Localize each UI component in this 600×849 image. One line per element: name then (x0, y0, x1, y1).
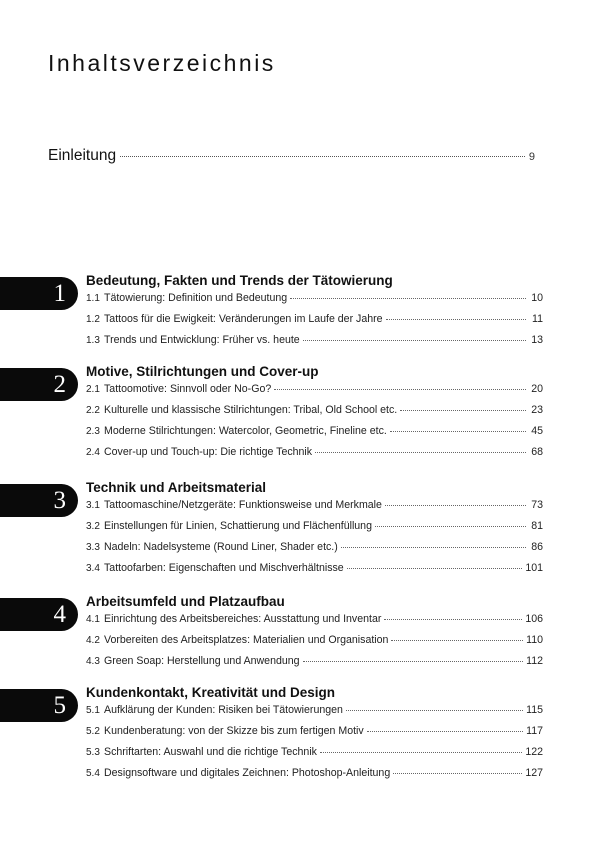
chapter-entry-list (86, 499, 543, 583)
chapter-number-badge: 1 (0, 277, 78, 310)
toc-entry[interactable] (86, 446, 543, 467)
toc-entry[interactable] (86, 292, 543, 313)
entry-title: Tätowierung: Definition und Bedeutung (104, 292, 288, 304)
dot-leader (274, 389, 526, 390)
entry-title: Tattoos für die Ewigkeit: Veränderungen im Laufe der Jahre (104, 313, 383, 325)
page-title: Inhaltsverzeichnis (48, 50, 276, 76)
entry-number: 3.2 (86, 521, 100, 532)
entry-page-number: 23 (531, 404, 543, 416)
dot-leader (386, 319, 526, 320)
entry-title: Einrichtung des Arbeitsbereiches: Ausstattung und Inventar (104, 613, 382, 625)
entry-page-number: 11 (532, 313, 543, 325)
dot-leader (120, 156, 525, 157)
entry-number: 3.1 (86, 500, 100, 511)
toc-entry[interactable] (86, 634, 543, 655)
toc-entry[interactable] (86, 655, 543, 676)
entry-page-number: 13 (531, 334, 543, 346)
toc-entry[interactable] (86, 499, 543, 520)
entry-number: 2.1 (86, 384, 100, 395)
chapter-number-badge: 5 (0, 689, 78, 722)
entry-page-number: 115 (526, 704, 543, 716)
chapter-entry-list (86, 704, 543, 788)
toc-entry[interactable] (86, 613, 543, 634)
entry-page-number: 86 (531, 541, 543, 553)
toc-entry[interactable] (86, 334, 543, 355)
entry-number: 2.3 (86, 426, 100, 437)
entry-title: Green Soap: Herstellung und Anwendung (104, 655, 300, 667)
entry-page-number: 68 (531, 446, 543, 458)
entry-number: 1.1 (86, 293, 100, 304)
chapter-title[interactable]: Arbeitsumfeld und Platzaufbau (86, 594, 285, 609)
toc-entry-intro[interactable] (48, 147, 535, 165)
dot-leader (390, 431, 526, 432)
entry-number: 5.3 (86, 747, 100, 758)
toc-entry[interactable] (86, 725, 543, 746)
dot-leader (346, 710, 523, 711)
toc-entry[interactable] (86, 425, 543, 446)
entry-number: 5.1 (86, 705, 100, 716)
toc-entry[interactable] (86, 562, 543, 583)
entry-title: Aufklärung der Kunden: Risiken bei Tätowierungen (104, 704, 343, 716)
entry-title: Tattoomaschine/Netzgeräte: Funktionsweise und Merkmale (104, 499, 382, 511)
chapter-entry-list (86, 383, 543, 467)
entry-title: Moderne Stilrichtungen: Watercolor, Geometric, Fineline etc. (104, 425, 387, 437)
chapter-number-badge: 3 (0, 484, 78, 517)
entry-title: Einstellungen für Linien, Schattierung und Flächenfüllung (104, 520, 372, 532)
dot-leader (393, 773, 522, 774)
toc-entry[interactable] (86, 520, 543, 541)
entry-number: 3.4 (86, 563, 100, 574)
entry-page-number: 81 (531, 520, 543, 532)
entry-number: 4.1 (86, 614, 100, 625)
toc-entry[interactable] (86, 704, 543, 725)
entry-number: 3.3 (86, 542, 100, 553)
entry-page-number: 122 (525, 746, 543, 758)
entry-title: Cover-up und Touch-up: Die richtige Technik (104, 446, 313, 458)
entry-number: 5.4 (86, 768, 100, 779)
chapter-entry-list (86, 292, 543, 355)
dot-leader (290, 298, 526, 299)
entry-title: Tattoofarben: Eigenschaften und Mischverhältnisse (104, 562, 344, 574)
entry-page-number: 117 (526, 725, 543, 737)
entry-title: Vorbereiten des Arbeitsplatzes: Materialien und Organisation (104, 634, 389, 646)
toc-entry[interactable] (86, 767, 543, 788)
entry-number: 2.4 (86, 447, 100, 458)
entry-page-number: 20 (531, 383, 543, 395)
entry-page-number: 112 (526, 655, 543, 667)
toc-entry[interactable] (86, 383, 543, 404)
dot-leader (384, 619, 522, 620)
chapter-title[interactable]: Motive, Stilrichtungen und Cover-up (86, 364, 319, 379)
dot-leader (320, 752, 522, 753)
chapter-entry-list (86, 613, 543, 676)
intro-page-number: 9 (528, 151, 535, 163)
entry-title: Designsoftware und digitales Zeichnen: Photoshop-Anleitung (104, 767, 391, 779)
toc-entry[interactable] (86, 313, 543, 334)
dot-leader (315, 452, 526, 453)
entry-page-number: 110 (526, 634, 543, 646)
dot-leader (385, 505, 526, 506)
entry-title: Tattoomotive: Sinnvoll oder No-Go? (104, 383, 272, 395)
dot-leader (303, 340, 526, 341)
entry-number: 4.3 (86, 656, 100, 667)
entry-page-number: 10 (531, 292, 543, 304)
entry-number: 1.2 (86, 314, 100, 325)
chapter-number-badge: 4 (0, 598, 78, 631)
chapter-title[interactable]: Kundenkontakt, Kreativität und Design (86, 685, 336, 700)
chapter-title[interactable]: Technik und Arbeitsmaterial (86, 480, 267, 495)
toc-entry[interactable] (86, 541, 543, 562)
toc-entry[interactable] (86, 746, 543, 767)
entry-title: Nadeln: Nadelsysteme (Round Liner, Shader etc.) (104, 541, 338, 553)
entry-page-number: 45 (531, 425, 543, 437)
entry-number: 5.2 (86, 726, 100, 737)
entry-title: Kundenberatung: von der Skizze bis zum fertigen Motiv (104, 725, 364, 737)
entry-title: Trends und Entwicklung: Früher vs. heute (104, 334, 300, 346)
dot-leader (367, 731, 523, 732)
intro-title: Einleitung (48, 147, 117, 164)
dot-leader (391, 640, 523, 641)
dot-leader (347, 568, 523, 569)
entry-number: 1.3 (86, 335, 100, 346)
entry-page-number: 73 (531, 499, 543, 511)
dot-leader (303, 661, 524, 662)
entry-page-number: 127 (525, 767, 543, 779)
entry-page-number: 101 (525, 562, 543, 574)
dot-leader (341, 547, 526, 548)
entry-page-number: 106 (525, 613, 543, 625)
entry-number: 4.2 (86, 635, 100, 646)
chapter-number-badge: 2 (0, 368, 78, 401)
dot-leader (375, 526, 526, 527)
entry-number: 2.2 (86, 405, 100, 416)
entry-title: Schriftarten: Auswahl und die richtige Technik (104, 746, 317, 758)
dot-leader (400, 410, 526, 411)
entry-title: Kulturelle und klassische Stilrichtungen: Tribal, Old School etc. (104, 404, 398, 416)
toc-entry[interactable] (86, 404, 543, 425)
chapter-title[interactable]: Bedeutung, Fakten und Trends der Tätowierung (86, 273, 393, 288)
